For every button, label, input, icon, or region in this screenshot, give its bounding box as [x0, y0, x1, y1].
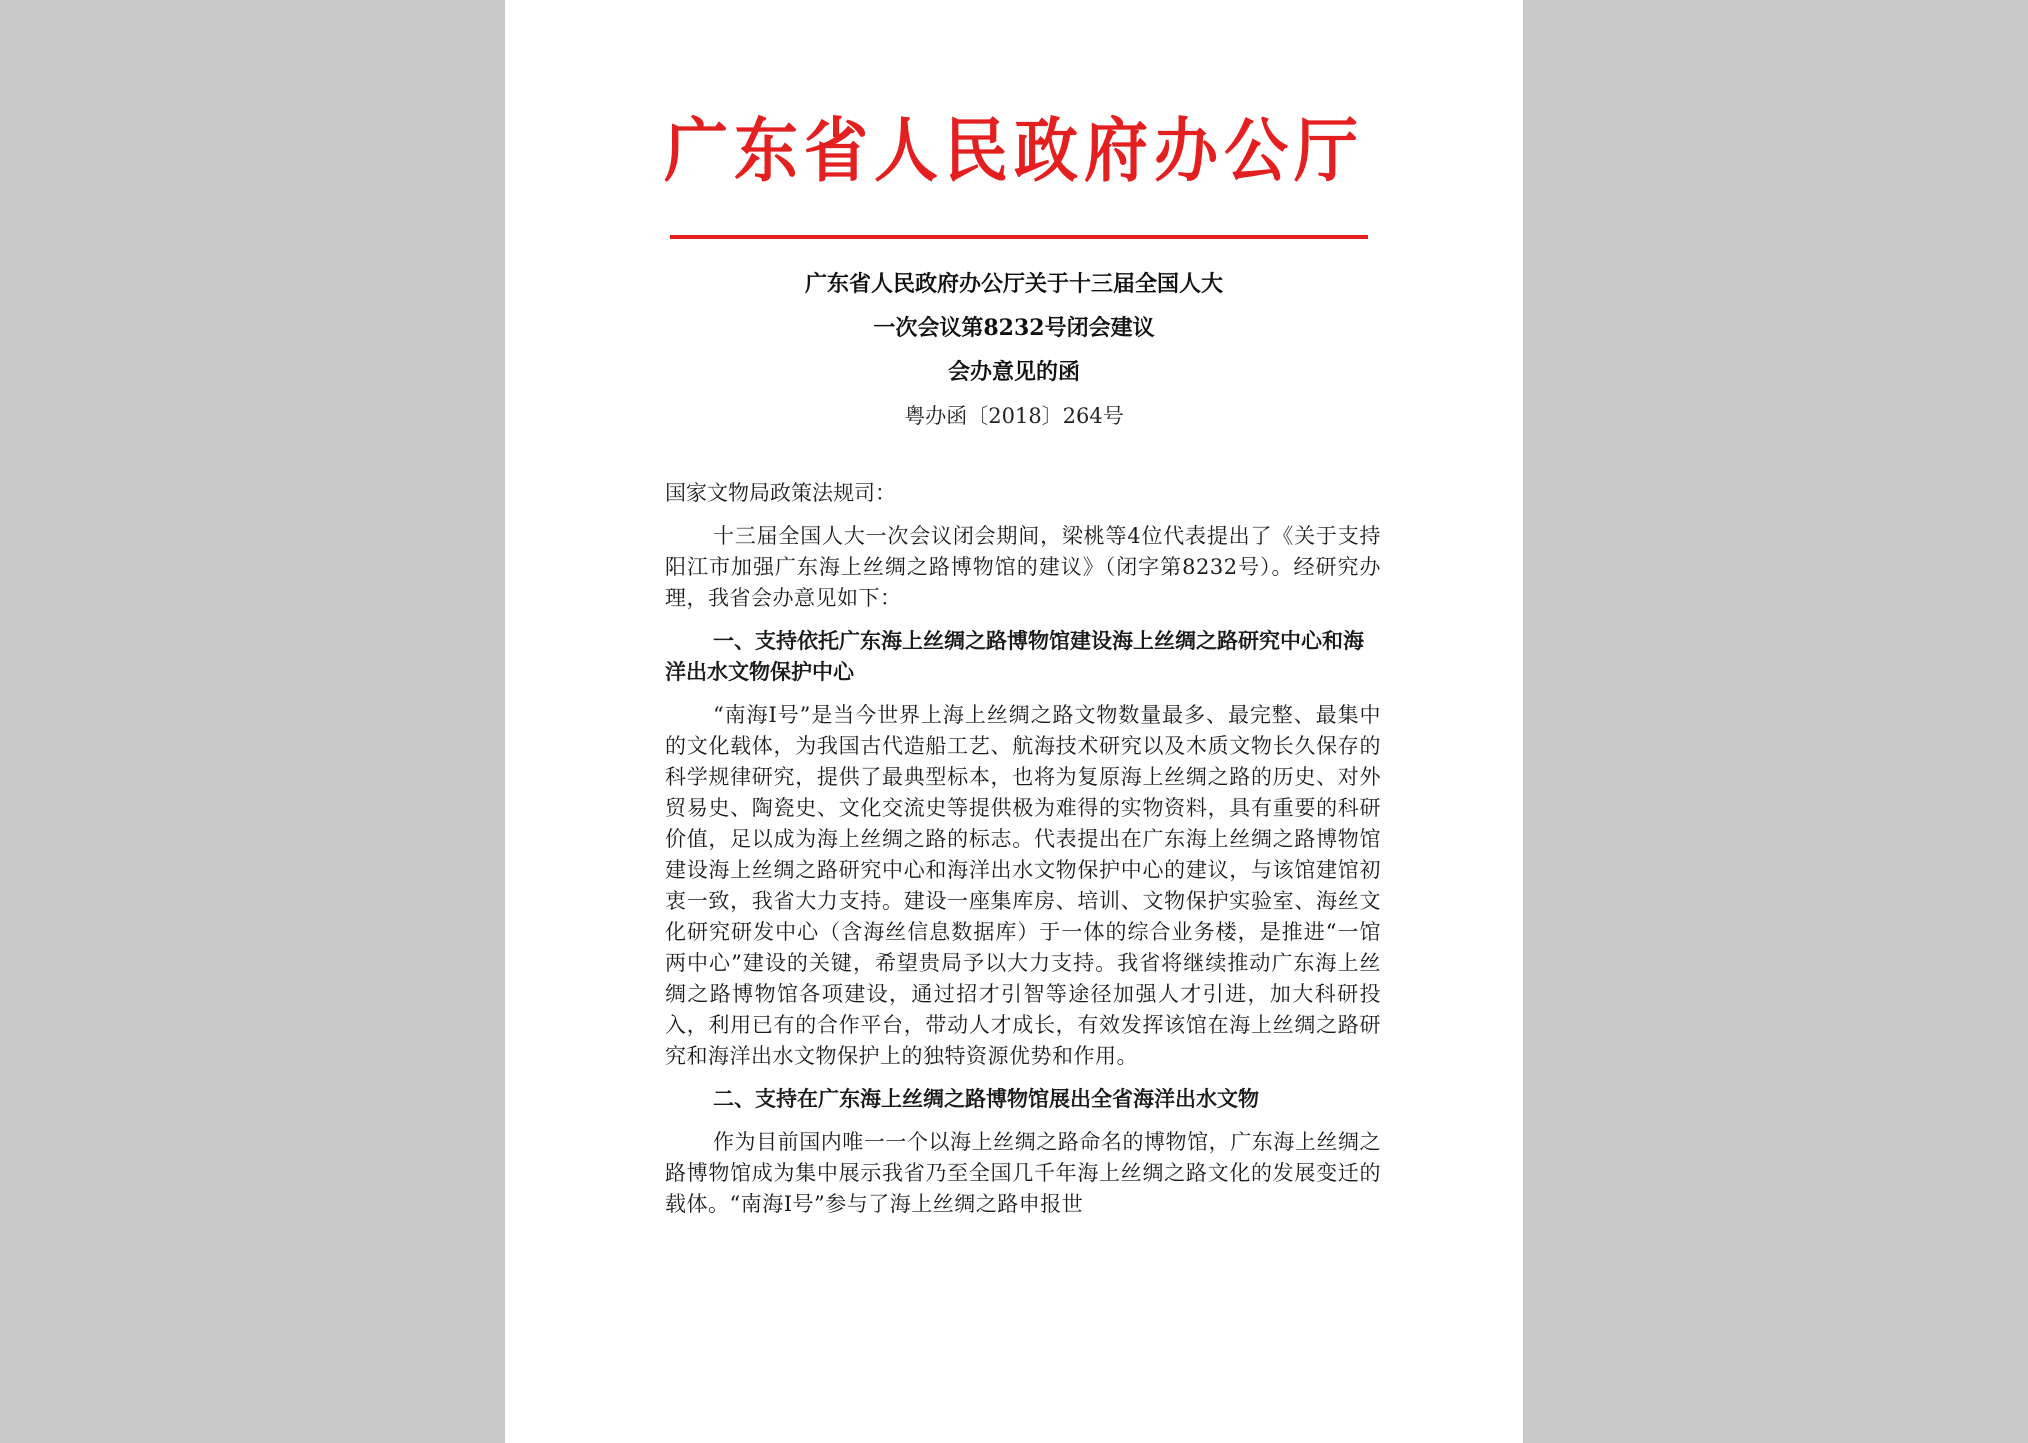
red-divider-line	[670, 235, 1368, 239]
section-2-paragraph: 作为目前国内唯一一个以海上丝绸之路命名的博物馆，广东海上丝绸之路博物馆成为集中展示我省乃至全国几千年海上丝绸之路文化的发展变迁的载体。“南海Ⅰ号”参与了海上丝绸之路申报世	[665, 1130, 1381, 1216]
section-1-heading: 一、支持依托广东海上丝绸之路博物馆建设海上丝绸之路研究中心和海洋出水文物保护中心	[665, 629, 1364, 684]
title-line-2: 一次会议第8232号闭会建议	[873, 315, 1155, 341]
masthead-title: 广东省人民政府办公厅	[664, 112, 1364, 192]
section-1-paragraph: “南海Ⅰ号”是当今世界上海上丝绸之路文物数量最多、最完整、最集中的文化载体，为我国古代造船工艺、航海技术研究以及木质文物长久保存的科学规律研究，提供了最典型标本，也将为复原海上丝绸之路的历史、对外贸易史、陶瓷史、文化交流史等提供极为难得的实物资料，具有重要的科研价值，足以成为海上丝绸之路的标志。代表提出在广东海上丝绸之路博物馆建设海上丝绸之路研究中心和海洋出水文物保护中心的建议，与该馆建馆初衷一致，我省大力支持。建设一座集库房、培训、文物保护实验室、海丝文化研究研发中心（含海丝信息数据库）于一体的综合业务楼，是推进“一馆两中心”建设的关键，希望贵局予以大力支持。我省将继续推动广东海上丝绸之路博物馆各项建设，通过招才引智等途径加强人才引进，加大科研投入，利用已有的合作平台，带动人才成长，有效发挥该馆在海上丝绸之路研究和海洋出水文物保护上的独特资源优势和作用。	[665, 703, 1381, 1068]
salutation: 国家文物局政策法规司：	[665, 481, 896, 505]
document-body	[665, 478, 1381, 1232]
intro-paragraph: 十三届全国人大一次会议闭会期间，梁桃等4位代表提出了《关于支持阳江市加强广东海上丝绸之路博物馆的建议》（闭字第8232号）。经研究办理，我省会办意见如下：	[665, 524, 1381, 610]
title-line-3: 会办意见的函	[947, 359, 1080, 385]
section-2-heading: 二、支持在广东海上丝绸之路博物馆展出全省海洋出水文物	[713, 1087, 1259, 1111]
document-page	[505, 0, 1523, 1443]
document-title-block	[505, 262, 1523, 438]
document-number: 粤办函〔2018〕264号	[904, 404, 1124, 428]
title-line-1: 广东省人民政府办公厅关于十三届全国人大	[804, 271, 1223, 297]
